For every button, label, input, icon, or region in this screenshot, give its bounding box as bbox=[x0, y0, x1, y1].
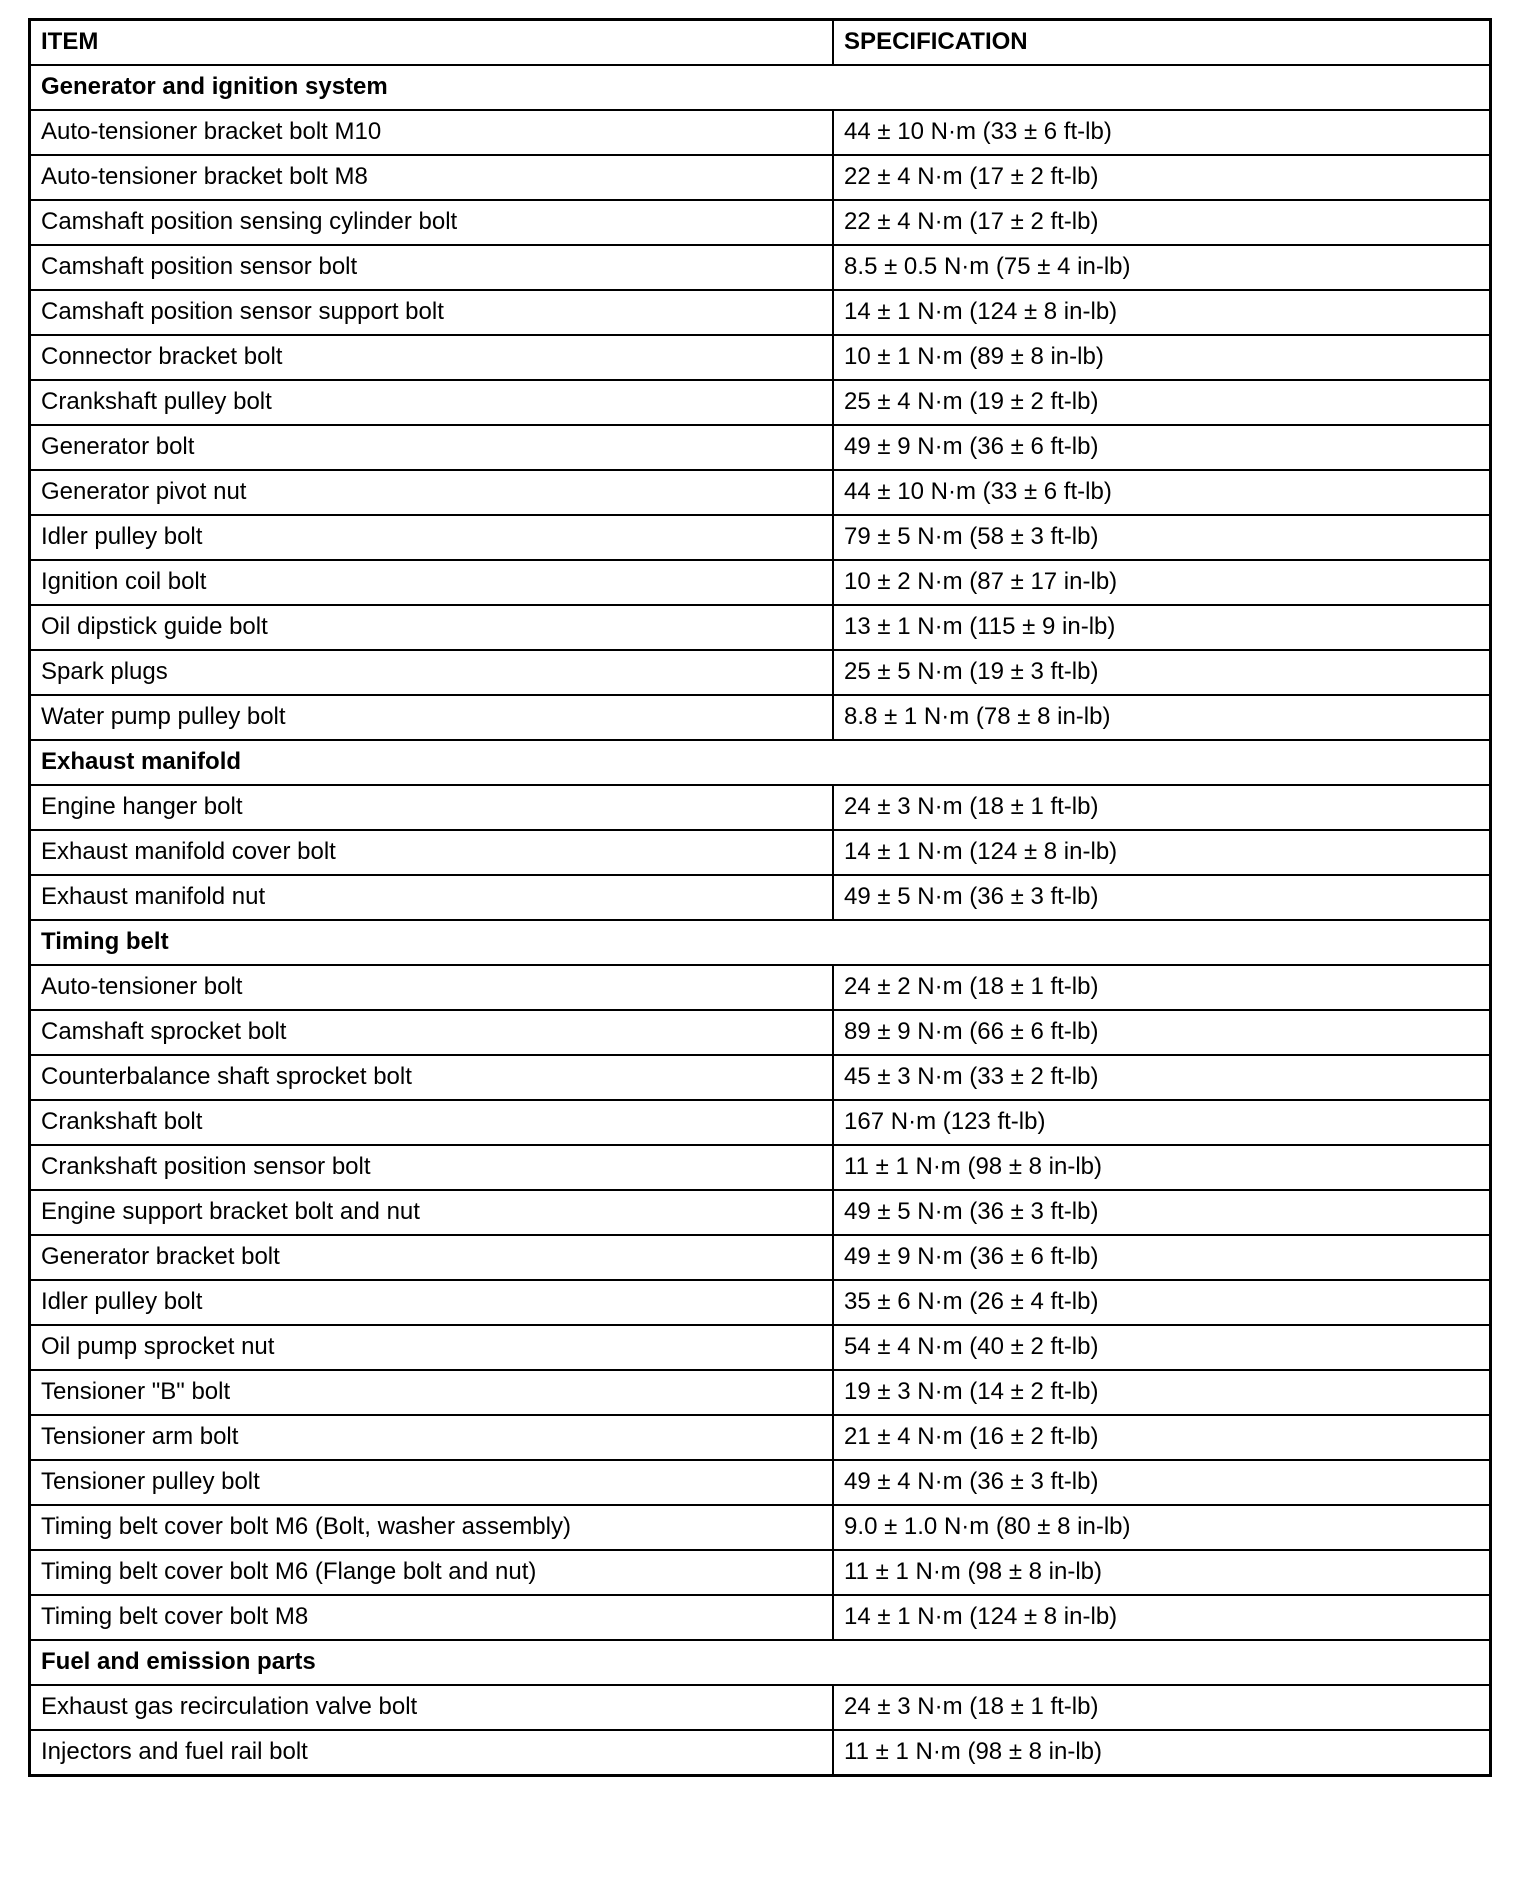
item-cell: Crankshaft position sensor bolt bbox=[30, 1145, 834, 1190]
table-row bbox=[30, 1505, 1491, 1550]
table-row bbox=[30, 1055, 1491, 1100]
specification-cell: 8.5 ± 0.5 N·m (75 ± 4 in-lb) bbox=[833, 245, 1490, 290]
specification-cell: 44 ± 10 N·m (33 ± 6 ft-lb) bbox=[833, 110, 1490, 155]
specification-cell: 24 ± 3 N·m (18 ± 1 ft-lb) bbox=[833, 1685, 1490, 1730]
section-header-row bbox=[30, 1640, 1491, 1685]
table-row bbox=[30, 1280, 1491, 1325]
specification-cell: 49 ± 5 N·m (36 ± 3 ft-lb) bbox=[833, 1190, 1490, 1235]
table-row bbox=[30, 245, 1491, 290]
specification-cell: 25 ± 5 N·m (19 ± 3 ft-lb) bbox=[833, 650, 1490, 695]
item-cell: Exhaust manifold nut bbox=[30, 875, 834, 920]
item-cell: Oil pump sprocket nut bbox=[30, 1325, 834, 1370]
item-cell: Exhaust manifold cover bolt bbox=[30, 830, 834, 875]
table-row bbox=[30, 650, 1491, 695]
specification-cell: 54 ± 4 N·m (40 ± 2 ft-lb) bbox=[833, 1325, 1490, 1370]
item-cell: Auto-tensioner bracket bolt M8 bbox=[30, 155, 834, 200]
specification-cell: 11 ± 1 N·m (98 ± 8 in-lb) bbox=[833, 1145, 1490, 1190]
table-row bbox=[30, 425, 1491, 470]
section-header-row bbox=[30, 740, 1491, 785]
section-header-row bbox=[30, 65, 1491, 110]
table-row bbox=[30, 830, 1491, 875]
item-cell: Generator bracket bolt bbox=[30, 1235, 834, 1280]
specification-cell: 89 ± 9 N·m (66 ± 6 ft-lb) bbox=[833, 1010, 1490, 1055]
section-title: Exhaust manifold bbox=[30, 740, 1491, 785]
specification-cell: 9.0 ± 1.0 N·m (80 ± 8 in-lb) bbox=[833, 1505, 1490, 1550]
item-cell: Engine support bracket bolt and nut bbox=[30, 1190, 834, 1235]
table-row bbox=[30, 1235, 1491, 1280]
item-cell: Water pump pulley bolt bbox=[30, 695, 834, 740]
specification-cell: 24 ± 3 N·m (18 ± 1 ft-lb) bbox=[833, 785, 1490, 830]
table-row bbox=[30, 1685, 1491, 1730]
item-cell: Timing belt cover bolt M8 bbox=[30, 1595, 834, 1640]
specification-cell: 14 ± 1 N·m (124 ± 8 in-lb) bbox=[833, 1595, 1490, 1640]
table-row bbox=[30, 560, 1491, 605]
item-cell: Tensioner "B" bolt bbox=[30, 1370, 834, 1415]
table-row bbox=[30, 605, 1491, 650]
specification-cell: 22 ± 4 N·m (17 ± 2 ft-lb) bbox=[833, 200, 1490, 245]
table-row bbox=[30, 695, 1491, 740]
item-cell: Injectors and fuel rail bolt bbox=[30, 1730, 834, 1776]
table-row bbox=[30, 200, 1491, 245]
section-title: Generator and ignition system bbox=[30, 65, 1491, 110]
item-cell: Idler pulley bolt bbox=[30, 1280, 834, 1325]
item-cell: Connector bracket bolt bbox=[30, 335, 834, 380]
table-row bbox=[30, 965, 1491, 1010]
table-row bbox=[30, 1550, 1491, 1595]
specification-cell: 35 ± 6 N·m (26 ± 4 ft-lb) bbox=[833, 1280, 1490, 1325]
table-row bbox=[30, 1325, 1491, 1370]
specification-cell: 44 ± 10 N·m (33 ± 6 ft-lb) bbox=[833, 470, 1490, 515]
table-row bbox=[30, 1370, 1491, 1415]
table-body bbox=[30, 65, 1491, 1776]
item-cell: Tensioner pulley bolt bbox=[30, 1460, 834, 1505]
item-cell: Counterbalance shaft sprocket bolt bbox=[30, 1055, 834, 1100]
specification-cell: 14 ± 1 N·m (124 ± 8 in-lb) bbox=[833, 830, 1490, 875]
item-cell: Camshaft sprocket bolt bbox=[30, 1010, 834, 1055]
item-cell: Ignition coil bolt bbox=[30, 560, 834, 605]
item-cell: Generator pivot nut bbox=[30, 470, 834, 515]
specification-cell: 79 ± 5 N·m (58 ± 3 ft-lb) bbox=[833, 515, 1490, 560]
item-cell: Auto-tensioner bracket bolt M10 bbox=[30, 110, 834, 155]
table-row bbox=[30, 875, 1491, 920]
specification-cell: 49 ± 4 N·m (36 ± 3 ft-lb) bbox=[833, 1460, 1490, 1505]
item-cell: Exhaust gas recirculation valve bolt bbox=[30, 1685, 834, 1730]
specification-cell: 10 ± 2 N·m (87 ± 17 in-lb) bbox=[833, 560, 1490, 605]
item-cell: Spark plugs bbox=[30, 650, 834, 695]
specification-cell: 25 ± 4 N·m (19 ± 2 ft-lb) bbox=[833, 380, 1490, 425]
table-row bbox=[30, 290, 1491, 335]
specification-cell: 45 ± 3 N·m (33 ± 2 ft-lb) bbox=[833, 1055, 1490, 1100]
specification-cell: 13 ± 1 N·m (115 ± 9 in-lb) bbox=[833, 605, 1490, 650]
item-cell: Engine hanger bolt bbox=[30, 785, 834, 830]
table-row bbox=[30, 110, 1491, 155]
specification-cell: 14 ± 1 N·m (124 ± 8 in-lb) bbox=[833, 290, 1490, 335]
table-row bbox=[30, 335, 1491, 380]
table-row bbox=[30, 785, 1491, 830]
section-title: Timing belt bbox=[30, 920, 1491, 965]
item-cell: Generator bolt bbox=[30, 425, 834, 470]
section-header-row bbox=[30, 920, 1491, 965]
table-row bbox=[30, 515, 1491, 560]
item-cell: Camshaft position sensor bolt bbox=[30, 245, 834, 290]
column-header-item: ITEM bbox=[30, 20, 834, 66]
table-row bbox=[30, 470, 1491, 515]
table-row bbox=[30, 1190, 1491, 1235]
item-cell: Camshaft position sensor support bolt bbox=[30, 290, 834, 335]
table-row bbox=[30, 1730, 1491, 1776]
table-row bbox=[30, 1145, 1491, 1190]
specification-cell: 167 N·m (123 ft-lb) bbox=[833, 1100, 1490, 1145]
table-row bbox=[30, 155, 1491, 200]
item-cell: Crankshaft bolt bbox=[30, 1100, 834, 1145]
specification-cell: 49 ± 9 N·m (36 ± 6 ft-lb) bbox=[833, 425, 1490, 470]
section-title: Fuel and emission parts bbox=[30, 1640, 1491, 1685]
specification-cell: 11 ± 1 N·m (98 ± 8 in-lb) bbox=[833, 1550, 1490, 1595]
table-row bbox=[30, 1415, 1491, 1460]
item-cell: Oil dipstick guide bolt bbox=[30, 605, 834, 650]
item-cell: Timing belt cover bolt M6 (Bolt, washer assembly) bbox=[30, 1505, 834, 1550]
specification-cell: 8.8 ± 1 N·m (78 ± 8 in-lb) bbox=[833, 695, 1490, 740]
item-cell: Crankshaft pulley bolt bbox=[30, 380, 834, 425]
specification-cell: 21 ± 4 N·m (16 ± 2 ft-lb) bbox=[833, 1415, 1490, 1460]
specification-cell: 10 ± 1 N·m (89 ± 8 in-lb) bbox=[833, 335, 1490, 380]
specification-cell: 49 ± 5 N·m (36 ± 3 ft-lb) bbox=[833, 875, 1490, 920]
specification-cell: 11 ± 1 N·m (98 ± 8 in-lb) bbox=[833, 1730, 1490, 1776]
item-cell: Idler pulley bolt bbox=[30, 515, 834, 560]
specification-cell: 49 ± 9 N·m (36 ± 6 ft-lb) bbox=[833, 1235, 1490, 1280]
specification-cell: 19 ± 3 N·m (14 ± 2 ft-lb) bbox=[833, 1370, 1490, 1415]
specification-cell: 24 ± 2 N·m (18 ± 1 ft-lb) bbox=[833, 965, 1490, 1010]
table-row bbox=[30, 1010, 1491, 1055]
specification-cell: 22 ± 4 N·m (17 ± 2 ft-lb) bbox=[833, 155, 1490, 200]
item-cell: Camshaft position sensing cylinder bolt bbox=[30, 200, 834, 245]
item-cell: Auto-tensioner bolt bbox=[30, 965, 834, 1010]
item-cell: Timing belt cover bolt M6 (Flange bolt and nut) bbox=[30, 1550, 834, 1595]
column-header-specification: SPECIFICATION bbox=[833, 20, 1490, 66]
torque-spec-table bbox=[28, 18, 1492, 1777]
table-header-row bbox=[30, 20, 1491, 66]
table-row bbox=[30, 1595, 1491, 1640]
item-cell: Tensioner arm bolt bbox=[30, 1415, 834, 1460]
table-row bbox=[30, 380, 1491, 425]
table-row bbox=[30, 1460, 1491, 1505]
table-row bbox=[30, 1100, 1491, 1145]
